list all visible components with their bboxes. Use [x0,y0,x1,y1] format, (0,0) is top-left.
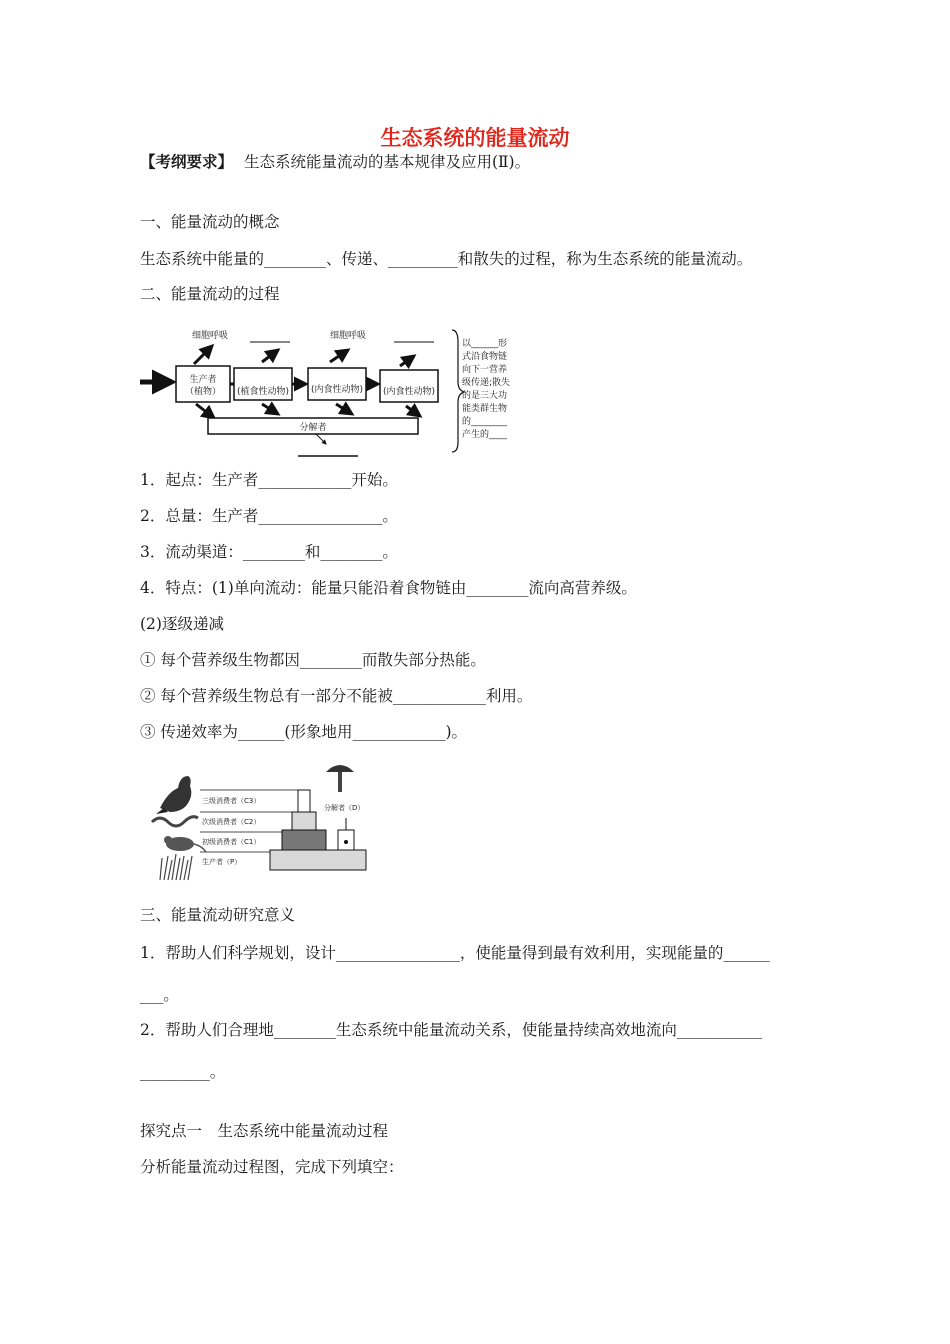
point-2: 2．总量：生产者________________。 [140,507,398,525]
point-7: ② 每个营养级生物总有一部分不能被____________利用。 [140,687,533,705]
level-c1-label: 初级消费者（C1） [202,838,261,846]
side-note-line-3: 向下一营养 [462,365,508,375]
mouse-image [164,836,206,852]
significance-1b: ___。 [140,986,179,1004]
grass-image [160,854,192,880]
side-note-line-4: 级传递;散失 [462,378,511,388]
level-p-label: 生产者（P） [202,858,242,866]
side-note-line-7: 的________ [462,417,508,427]
point-3: 3．流动渠道：________和________。 [140,543,398,561]
decomposer-pyramid-label: 分解者（D） [324,804,365,812]
side-note-line-1: 以______形 [462,339,508,349]
mushroom-image [326,765,354,792]
carnivore-2-label: (内食性动物) [382,387,436,397]
syllabus-line [140,152,530,172]
explore-heading: 探究点一 生态系统中能量流动过程 [140,1122,389,1140]
section-1-heading: 一、能量流动的概念 [140,213,280,231]
energy-flow-diagram [138,322,528,462]
point-1: 1．起点：生产者____________开始。 [140,471,398,489]
energy-pyramid-diagram [150,756,380,886]
point-4: 4．特点：(1)单向流动：能量只能沿着食物链由________流向高营养级。 [140,579,637,597]
section-1-text: 生态系统中能量的________、传递、_________和散失的过程，称为生态系统的能量流动。 [140,250,753,268]
significance-2a: 2．帮助人们合理地________生态系统中能量流动关系，使能量持续高效地流向___________ [140,1021,763,1039]
side-note-line-2: 式沿食物链 [462,352,508,362]
section-3-heading: 三、能量流动研究意义 [140,906,296,924]
side-note-line-5: 的是三大功 [462,391,508,401]
hawk-image [156,776,191,814]
respiration-label-2: 细胞呼吸 [330,331,367,341]
level-c2-label: 次级消费者（C2） [202,818,261,826]
syllabus-text: 生态系统能量流动的基本规律及应用(Ⅱ)。 [243,153,531,171]
producer-label: 生产者 [189,375,217,385]
carnivore-1-label: (内食性动物) [310,385,364,395]
section-2-heading: 二、能量流动的过程 [140,285,280,303]
decomposer-label: 分解者 [299,423,327,433]
side-note-line-8: 产生的____ [462,430,508,440]
side-note-line-6: 能类群生物 [462,404,508,414]
producer-sublabel: （植物） [184,387,222,397]
point-6: ① 每个营养级生物都因________而散失部分热能。 [140,651,486,669]
point-5: (2)逐级递减 [140,615,224,633]
explore-text: 分析能量流动过程图，完成下列填空： [140,1158,404,1176]
syllabus-label: 【考纲要求】 [140,152,234,171]
respiration-label-1: 细胞呼吸 [192,331,229,341]
herbivore-label: (植食性动物) [236,387,290,397]
level-c3-label: 三级消费者（C3） [202,797,261,805]
significance-1a: 1．帮助人们科学规划，设计________________，使能量得到最有效利用，实现能量的______ [140,944,770,962]
significance-2b: _________。 [140,1063,226,1081]
point-8: ③ 传递效率为______(形象地用____________)。 [140,723,468,741]
page-title: 生态系统的能量流动 [380,126,570,150]
snake-image [152,817,198,826]
